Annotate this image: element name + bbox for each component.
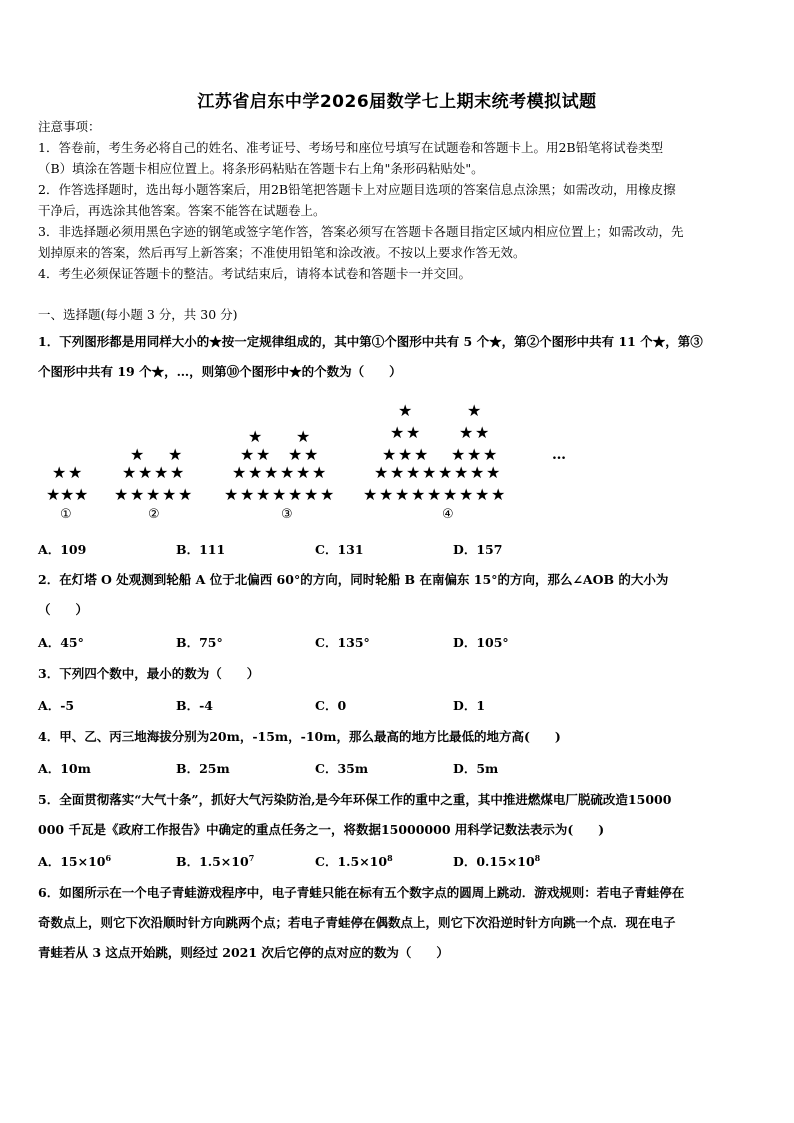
star-icon: ★ — [296, 463, 311, 482]
figure-label-4: ④ — [442, 507, 454, 522]
star-icon: ★ — [395, 485, 410, 504]
star-icon: ★ — [483, 445, 498, 464]
option-d[interactable]: D．$0.15\times 10^8$ — [453, 852, 541, 869]
notice-line: 3．非选择题必须用黑色字迹的钢笔或签字笔作答，答案必须写在答题卡各题目指定区域内相应位置上；如需改动，先 — [38, 224, 684, 239]
star-icon: ★ — [312, 463, 327, 482]
notice-line: 2．作答选择题时，选出每小题答案后，用2B铅笔把答题卡上对应题目选项的答案信息点涂黑；如需改动，用橡皮擦 — [38, 182, 676, 197]
question-1-options — [38, 540, 758, 560]
star-icon: ★ — [170, 463, 185, 482]
star-icon: ★ — [296, 427, 311, 446]
question-6-text: 6．如图所示在一个电子青蛙游戏程序中，电子青蛙只能在标有五个数字点的圆周上跳动．游戏规则：若电子青蛙停在 — [38, 885, 685, 900]
question-6-text: 奇数点上，则它下次沿顺时针方向跳两个点；若电子青蛙停在偶数点上，则它下次沿逆时针方向跳一个点．现在电子 — [38, 915, 676, 930]
star-icon: ★ — [411, 485, 426, 504]
star-icon: ★ — [398, 401, 413, 420]
option-a[interactable]: A．45° — [38, 635, 84, 650]
option-d[interactable]: D．1 — [453, 698, 486, 713]
option-d[interactable]: D．5m — [453, 761, 499, 776]
notice-line: 划掉原来的答案，然后再写上新答案；不准使用铅笔和涂改液。不按以上要求作答无效。 — [38, 245, 526, 260]
figure-label-3: ③ — [281, 507, 293, 522]
option-c[interactable]: C．0 — [315, 698, 347, 713]
question-4-text: 4．甲、乙、丙三地海拔分别为20m，-15m，-10m，那么最高的地方比最低的地方高( ) — [38, 729, 561, 744]
star-icon: ★ — [459, 485, 474, 504]
option-d[interactable]: D．157 — [453, 542, 503, 557]
section-heading: 一、选择题(每小题 3 分，共 30 分) — [38, 307, 238, 322]
star-icon: ★ — [438, 463, 453, 482]
star-icon: ★ — [390, 423, 405, 442]
question-1-text: 个图形中共有 19 个★，…，则第⑩个图形中★的个数为（ ） — [38, 364, 402, 379]
star-icon: ★ — [224, 485, 239, 504]
star-icon: ★ — [114, 485, 129, 504]
star-icon: ★ — [280, 463, 295, 482]
star-icon: ★ — [406, 423, 421, 442]
option-d[interactable]: D．105° — [453, 635, 509, 650]
option-b[interactable]: B．25m — [176, 761, 230, 776]
star-icon: ★ — [130, 445, 145, 464]
question-2-text: （ ） — [38, 602, 89, 617]
star-icon: ★ — [46, 485, 61, 504]
star-icon: ★ — [248, 463, 263, 482]
option-c[interactable]: C．135° — [315, 635, 370, 650]
star-icon: ★ — [363, 485, 378, 504]
notice-line: 4．考生必须保证答题卡的整洁。考试结束后，请将本试卷和答题卡一并交回。 — [38, 266, 471, 281]
star-icon: ★ — [52, 463, 67, 482]
star-icon: ★ — [304, 485, 319, 504]
question-3-options — [38, 696, 758, 716]
star-icon: ★ — [454, 463, 469, 482]
star-icon: ★ — [288, 445, 303, 464]
question-1-text: 1．下列图形都是用同样大小的★按一定规律组成的，其中第①个图形中共有 5 个★，第②个图形中共有 11 个★，第③ — [38, 334, 703, 349]
page-title: 江苏省启东中学2026届数学七上期末统考模拟试题 — [197, 92, 597, 112]
star-icon: ★ — [130, 485, 145, 504]
star-icon: ★ — [256, 485, 271, 504]
question-6-text: 青蛙若从 3 这点开始跳，则经过 2021 次后它停的点对应的数为（ ） — [38, 945, 449, 960]
star-icon: ★ — [491, 485, 506, 504]
question-2-text: 2．在灯塔 O 处观测到轮船 A 位于北偏西 60°的方向，同时轮船 B 在南偏东 15°的方向，那么∠AOB 的大小为 — [38, 572, 669, 587]
star-icon: ★ — [240, 485, 255, 504]
star-icon: ★ — [451, 445, 466, 464]
star-icon: ★ — [406, 463, 421, 482]
notice-line: （B）填涂在答题卡相应位置上。将条形码粘贴在答题卡右上角"条形码粘贴处"。 — [38, 161, 484, 176]
figure-ellipsis: … — [552, 447, 566, 463]
star-icon: ★ — [272, 485, 287, 504]
option-c[interactable]: C．131 — [315, 542, 364, 557]
star-icon: ★ — [382, 445, 397, 464]
notice-line: 干净后，再选涂其他答案。答案不能答在试题卷上。 — [38, 203, 326, 218]
option-a[interactable]: A．-5 — [38, 698, 75, 713]
star-icon: ★ — [475, 423, 490, 442]
star-icon: ★ — [288, 485, 303, 504]
star-icon: ★ — [374, 463, 389, 482]
star-icon: ★ — [74, 485, 89, 504]
star-icon: ★ — [256, 445, 271, 464]
star-icon: ★ — [60, 485, 75, 504]
star-icon: ★ — [168, 445, 183, 464]
star-icon: ★ — [475, 485, 490, 504]
star-icon: ★ — [248, 427, 263, 446]
option-a[interactable]: A．10m — [38, 761, 91, 776]
star-icon: ★ — [390, 463, 405, 482]
option-b[interactable]: B．111 — [176, 542, 226, 557]
star-icon: ★ — [240, 445, 255, 464]
star-icon: ★ — [154, 463, 169, 482]
option-a[interactable]: A．$15\times 10^6$ — [38, 852, 112, 869]
figure-label-2: ② — [148, 507, 160, 522]
star-icon: ★ — [122, 463, 137, 482]
star-icon: ★ — [427, 485, 442, 504]
question-5-text: 000 千瓦是《政府工作报告》中确定的重点任务之一，将数据15000000 用科学记数法表示为( ) — [38, 822, 605, 837]
star-icon: ★ — [264, 463, 279, 482]
option-a[interactable]: A．109 — [38, 542, 87, 557]
star-icon: ★ — [467, 445, 482, 464]
question-5-text: 5．全面贯彻落实“大气十条”，抓好大气污染防治,是今年环保工作的重中之重，其中推进燃煤电厂脱硫改造15000 — [38, 792, 672, 807]
option-c[interactable]: C．$1.5\times 10^8$ — [315, 852, 393, 869]
star-icon: ★ — [304, 445, 319, 464]
option-c[interactable]: C．35m — [315, 761, 369, 776]
star-icon: ★ — [68, 463, 83, 482]
star-icon: ★ — [398, 445, 413, 464]
star-icon: ★ — [467, 401, 482, 420]
star-icon: ★ — [178, 485, 193, 504]
star-pattern-figure — [38, 395, 578, 530]
star-icon: ★ — [320, 485, 335, 504]
star-icon: ★ — [162, 485, 177, 504]
question-3-text: 3．下列四个数中，最小的数为（ ） — [38, 666, 260, 681]
star-icon: ★ — [379, 485, 394, 504]
star-icon: ★ — [422, 463, 437, 482]
question-5-options — [38, 852, 758, 872]
figure-label-1: ① — [60, 507, 72, 522]
star-icon: ★ — [459, 423, 474, 442]
star-icon: ★ — [232, 463, 247, 482]
star-icon: ★ — [443, 485, 458, 504]
star-icon: ★ — [414, 445, 429, 464]
question-2-options — [38, 633, 758, 653]
star-icon: ★ — [486, 463, 501, 482]
star-icon: ★ — [138, 463, 153, 482]
option-b[interactable]: B．-4 — [176, 698, 213, 713]
option-b[interactable]: B．$1.5\times 10^7$ — [176, 852, 255, 869]
star-icon: ★ — [146, 485, 161, 504]
star-icon: ★ — [470, 463, 485, 482]
option-b[interactable]: B．75° — [176, 635, 223, 650]
notice-heading: 注意事项： — [38, 119, 101, 134]
notice-line: 1．答卷前，考生务必将自己的姓名、准考证号、考场号和座位号填写在试题卷和答题卡上。用2B铅笔将试卷类型 — [38, 140, 664, 155]
question-4-options — [38, 759, 758, 779]
